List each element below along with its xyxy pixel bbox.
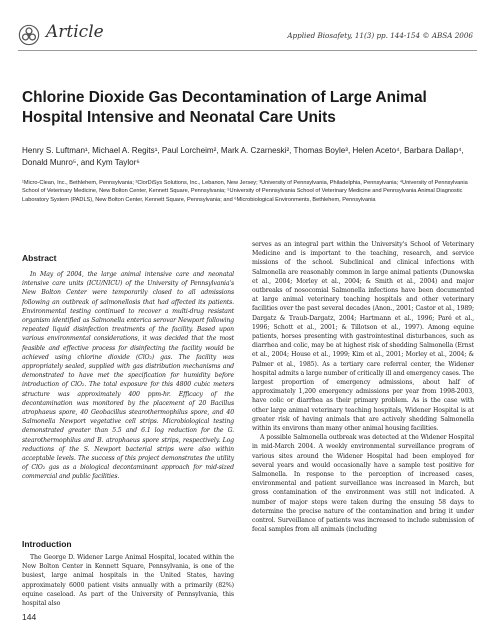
header-divider: [18, 50, 477, 51]
introduction-body-left: The George D. Widener Large Animal Hospital, located within the New Bolton Center in Kennett Square, Pennsylvania, is one of the busiest, large animal hospitals in the United States, having approximately 6000 patient visits annually with a primarily (82%) equine caseload. As part of the University of Pennsylvania, this hospital also: [22, 554, 234, 608]
biohazard-icon: [18, 24, 40, 46]
section-label: Article: [46, 22, 104, 42]
affiliations: ¹Micro-Clean, Inc., Bethlehem, Pennsylvania; ²ClorDiSys Solutions, Inc., Lebanon, New Jersey; ³University of Pennsylvania, Philadelphia, Pennsylvania; ⁴University of Pennsylvania School of Veterinary Medicine, New Bolton Center, Kennett Square, Pennsylvania; ⁵University of Pennsylvania School of Veterinary Medicine and Pennsylvania Animal Diagnostic Laboratory System (PADLS), New Bolton Center, Kennett Square, Pennsylvania; and ⁶Microbiological Environments, Bethlehem, Pennsylvania: [22, 180, 468, 203]
journal-citation: Applied Biosafety, 11(3) pp. 144-154 © ABSA 2006: [287, 31, 473, 40]
right-column: [252, 240, 474, 535]
page-number: 144: [22, 612, 37, 622]
introduction-paragraph-2: A possible Salmonella outbreak was detected at the Widener Hospital in mid-March 2004. A weekly environmental surveillance program of various sites around the Widener Hospital had been employed for several years and would occasionally have a sample test positive for Salmonella. In response to the perception of increased cases, environmental and patient surveillance was increased in March, but gross contamination of the environment was still not indicated. A number of major steps were taken during the ensuing 58 days to determine the precise nature of the contamination and bring it under control. Surveillance of patients was increased to include submission of fecal samples from all animals (including: [252, 434, 474, 534]
author-list: Henry S. Luftman¹, Michael A. Regits¹, Paul Lorcheim², Mark A. Czarneski², Thomas Boyle³, Helen Aceto⁴, Barbara Dallap⁴, Donald Munro⁵, and Kym Taylor⁶: [22, 146, 464, 168]
abstract-body: In May of 2004, the large animal intensive care and neonatal intensive care units (ICU/NICU) of the University of Pennsylvania's New Bolton Center were temporarily closed to all admissions following an outbreak of salmonellosis that had affected its patients. Environmental testing continued to recover a multi-drug resistant organism identified as Salmonella enterica serovar Newport following repeated liquid disinfection treatments of the facility. Based upon various environmental considerations, it was decided that the most feasible and effective process for disinfecting the facility would be achieved using chlorine dioxide (ClO₂) gas. The facility was appropriately sealed, supplied with gas distribution mechanisms and demonstrated to have met the specification for humidity before introduction of ClO₂. The total exposure for this 4800 cubic meters structure was approximately 400 ppm-hr. Efficacy of the decontamination was monitored by the placement of 20 Bacillus atrophaeus spore, 40 Geobacillus stearothermophilus spore, and 40 Salmonella Newport vegetative cell strips. Microbiological testing demonstrated greater than 5.5 and 6.1 log reduction for the G. stearothermophilus and B. atrophaeus spore strips, respectively. Log reductions of the S. Newport bacterial strips were also within acceptable levels. The success of this project demonstrates the utility of ClO₂ gas as a biological decontaminant approach for mid-sized commercial and public facilities.: [22, 271, 234, 481]
article-title: Chlorine Dioxide Gas Decontamination of Large Animal Hospital Intensive and Neonatal Care Units: [22, 89, 427, 126]
abstract-heading: Abstract: [22, 253, 57, 263]
introduction-paragraph-1: serves as an integral part within the University's School of Veterinary Medicine and is important to the teaching, research, and service missions of the school. Subclinical and clinical infections with Salmonella are reasonably common in large animal patients (Dunowska et al., 2004; Morley et al., 2004; & Smith et al., 2004) and major outbreaks of nosocomial Salmonella infections have been documented at large animal veterinary teaching hospitals and other veterinary facilities over the past several decades (Anon., 2001; Castor et al., 1989; Dargatz & Traub-Dargatz, 2004; Hartmann et al., 1996; Paré et al., 1996; Schott et al., 2001; & Tillotson et al., 1997). Among equine patients, horses presenting with gastrointestinal disturbances, such as diarrhea and colic, may be at highest risk of shedding Salmonella (Ernst et al., 2004; House et al., 1999; Kim et al., 2001; Morley et al., 2004; & Palmer et al., 1985). As a tertiary care referral center, the Widener hospital admits a large number of critically ill and emergency cases. The largest proportion of emergency admissions, about half of approximately 1,200 emergency admissions per year from 1998-2003, have colic or diarrhea as their primary problem. As is the case with other large animal veterinary teaching hospitals, Widener Hospital is at greater risk of having animals that are actively shedding Salmonella within its environs than many other animal housing facilities.: [252, 241, 474, 433]
introduction-heading: Introduction: [22, 539, 72, 549]
